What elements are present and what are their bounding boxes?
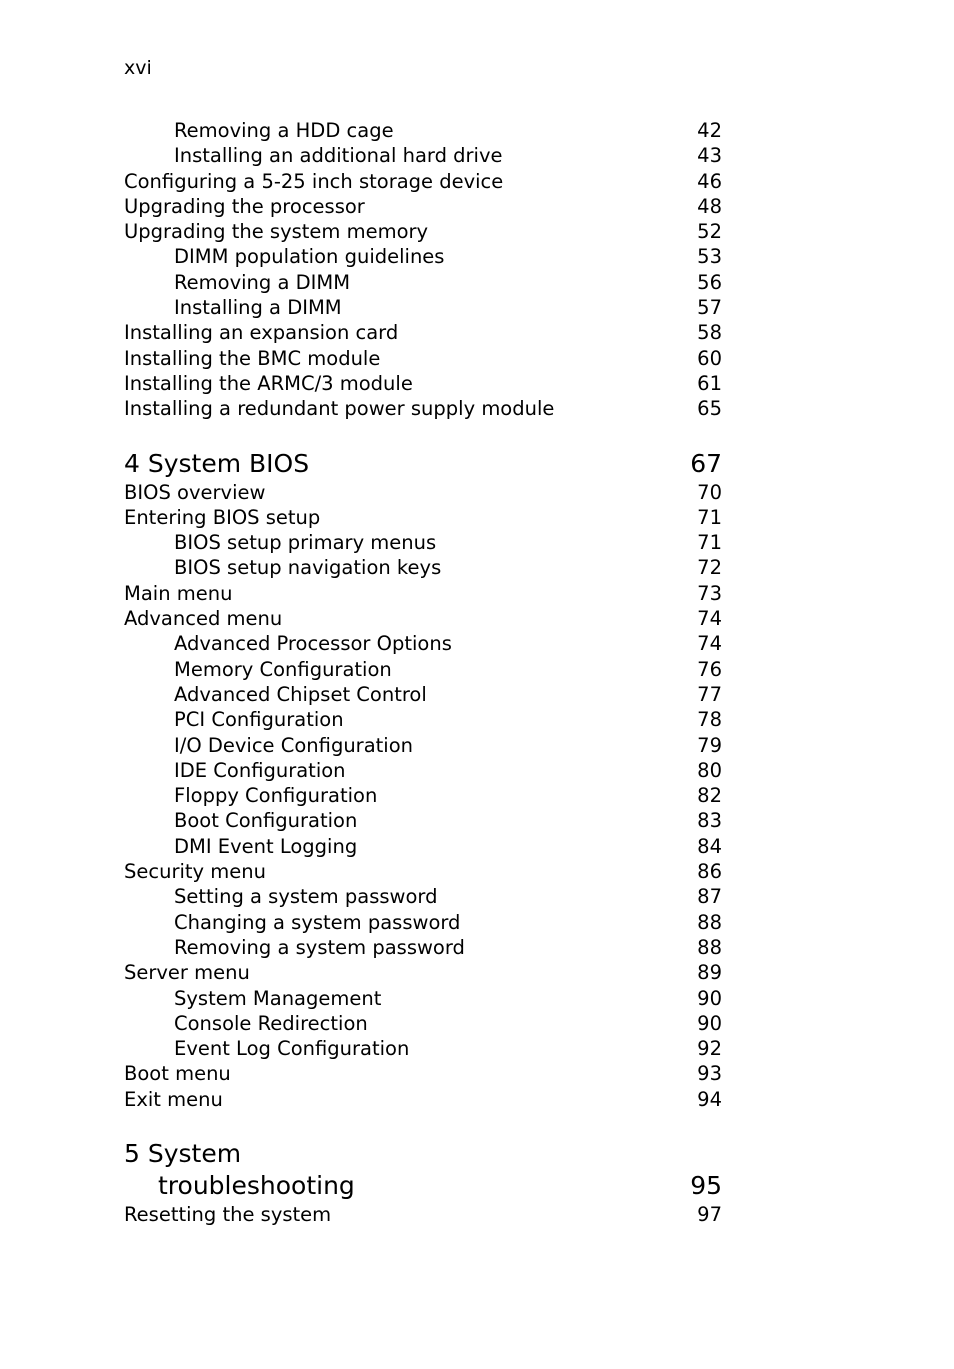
toc-entry-title: Boot menu xyxy=(124,1062,231,1086)
toc-entry-page-number: 58 xyxy=(697,321,722,345)
toc-entry-page-number: 84 xyxy=(697,834,722,858)
toc-entry-page-number: 79 xyxy=(697,733,722,757)
toc-entry[interactable] xyxy=(124,219,722,244)
toc-entry[interactable] xyxy=(124,707,722,732)
chapter-heading-5[interactable] xyxy=(124,1138,722,1202)
toc-entry[interactable] xyxy=(124,270,722,295)
toc-entry[interactable] xyxy=(124,859,722,884)
toc-entry-page-number: 87 xyxy=(697,885,722,909)
toc-entry[interactable] xyxy=(124,606,722,631)
toc-entry-page-number: 80 xyxy=(697,758,722,782)
toc-entry-title: Installing a redundant power supply module xyxy=(124,397,555,421)
toc-entry[interactable] xyxy=(124,986,722,1011)
toc-entry-title: Setting a system password xyxy=(174,885,438,909)
toc-entry-page-number: 88 xyxy=(697,935,722,959)
toc-entry[interactable] xyxy=(124,346,722,371)
chapter-page-number: 95 xyxy=(690,1170,722,1200)
toc-entry[interactable] xyxy=(124,396,722,421)
toc-entry-title: IDE Configuration xyxy=(174,758,346,782)
toc-entry-title: DIMM population guidelines xyxy=(174,245,445,269)
toc-entry-title: Configuring a 5-25 inch storage device xyxy=(124,169,504,193)
toc-entry-title: Security menu xyxy=(124,860,266,884)
toc-entry[interactable] xyxy=(124,244,722,269)
toc-entry-title: Resetting the system xyxy=(124,1202,332,1226)
toc-entry-page-number: 83 xyxy=(697,809,722,833)
toc-entry-page-number: 57 xyxy=(697,296,722,320)
toc-entry-title: System Management xyxy=(174,986,382,1010)
toc-entry-page-number: 73 xyxy=(697,581,722,605)
toc-entry-page-number: 74 xyxy=(697,607,722,631)
toc-chapter-4-entries xyxy=(124,480,722,1112)
toc-entry-page-number: 65 xyxy=(697,397,722,421)
toc-entry-title: Entering BIOS setup xyxy=(124,505,321,529)
toc-entry-title: Server menu xyxy=(124,961,250,985)
toc-entry-page-number: 92 xyxy=(697,1037,722,1061)
toc-entry-title: Memory Configuration xyxy=(174,657,392,681)
toc-section-continued xyxy=(124,118,722,422)
toc-entry[interactable] xyxy=(124,530,722,555)
toc-entry-page-number: 43 xyxy=(697,144,722,168)
toc-entry-page-number: 42 xyxy=(697,119,722,142)
toc-entry[interactable] xyxy=(124,1087,722,1112)
toc-entry-page-number: 94 xyxy=(697,1087,722,1111)
toc-entry-title: Installing a DIMM xyxy=(174,296,342,320)
toc-entry-page-number: 93 xyxy=(697,1062,722,1086)
toc-entry-page-number: 60 xyxy=(697,346,722,370)
toc-entry[interactable] xyxy=(124,783,722,808)
toc-entry-title: Event Log Configuration xyxy=(174,1037,410,1061)
toc-entry[interactable] xyxy=(124,371,722,396)
toc-entry[interactable] xyxy=(124,169,722,194)
toc-entry-title: Installing an additional hard drive xyxy=(174,144,503,168)
toc-entry-page-number: 71 xyxy=(697,505,722,529)
toc-entry-title: Upgrading the system memory xyxy=(124,220,429,244)
toc-entry-title: Advanced Processor Options xyxy=(174,632,452,656)
toc-entry-page-number: 52 xyxy=(697,220,722,244)
toc-entry-page-number: 70 xyxy=(697,480,722,504)
toc-entry[interactable] xyxy=(124,555,722,580)
toc-entry[interactable] xyxy=(124,143,722,168)
toc-entry[interactable] xyxy=(124,682,722,707)
chapter-page-number: 67 xyxy=(690,448,722,478)
toc-entry[interactable] xyxy=(124,884,722,909)
toc-entry-page-number: 71 xyxy=(697,531,722,555)
toc-entry[interactable] xyxy=(124,505,722,530)
toc-entry-title: PCI Configuration xyxy=(174,708,344,732)
toc-entry-page-number: 61 xyxy=(697,371,722,395)
toc-entry-page-number: 77 xyxy=(697,682,722,706)
toc-entry-title: Floppy Configuration xyxy=(174,784,378,808)
toc-entry[interactable] xyxy=(124,935,722,960)
toc-entry-page-number: 46 xyxy=(697,169,722,193)
toc-entry[interactable] xyxy=(124,657,722,682)
toc-entry-page-number: 90 xyxy=(697,986,722,1010)
toc-entry[interactable] xyxy=(124,320,722,345)
toc-entry-page-number: 90 xyxy=(697,1011,722,1035)
page-number: xvi xyxy=(124,57,152,79)
toc-entry-title: Upgrading the processor xyxy=(124,194,365,218)
toc-entry-title: Exit menu xyxy=(124,1087,223,1111)
toc-entry-page-number: 74 xyxy=(697,632,722,656)
toc-entry[interactable] xyxy=(124,758,722,783)
toc-entry-title: BIOS overview xyxy=(124,480,266,504)
toc-entry-page-number: 76 xyxy=(697,657,722,681)
toc-entry[interactable] xyxy=(124,118,722,143)
toc-entry-title: Installing the ARMC/3 module xyxy=(124,371,413,395)
toc-entry-page-number: 78 xyxy=(697,708,722,732)
toc-entry-page-number: 82 xyxy=(697,784,722,808)
toc-entry-page-number: 53 xyxy=(697,245,722,269)
toc-entry[interactable] xyxy=(124,295,722,320)
toc-entry-title: Installing an expansion card xyxy=(124,321,399,345)
toc-entry-title: Main menu xyxy=(124,581,233,605)
toc-entry-title: Installing the BMC module xyxy=(124,346,381,370)
toc-entry-page-number: 56 xyxy=(697,270,722,294)
toc-entry-title: Changing a system password xyxy=(174,910,461,934)
chapter-title-line-2: troubleshooting xyxy=(158,1170,355,1200)
toc-entry[interactable] xyxy=(124,194,722,219)
chapter-title: 4 System BIOS xyxy=(124,448,310,478)
toc-entry[interactable] xyxy=(124,1036,722,1061)
toc-entry-title: Removing a system password xyxy=(174,935,465,959)
toc-entry-title: BIOS setup primary menus xyxy=(174,531,437,555)
toc-entry-title: I/O Device Configuration xyxy=(174,733,413,757)
toc-entry-title: Advanced Chipset Control xyxy=(174,682,427,706)
toc-entry-title: Removing a DIMM xyxy=(174,270,351,294)
toc-entry[interactable] xyxy=(124,1011,722,1036)
toc-entry[interactable] xyxy=(124,1061,722,1086)
toc-entry-title: Console Redirection xyxy=(174,1011,368,1035)
toc-entry-title: DMI Event Logging xyxy=(174,834,358,858)
toc-entry[interactable] xyxy=(124,808,722,833)
toc-chapter-5-entries xyxy=(124,1202,722,1227)
toc-entry-title: Advanced menu xyxy=(124,607,283,631)
chapter-title-line-1: 5 System xyxy=(124,1138,242,1168)
toc-entry[interactable] xyxy=(124,733,722,758)
toc-entry[interactable] xyxy=(124,1202,722,1227)
toc-entry-page-number: 48 xyxy=(697,194,722,218)
toc-entry[interactable] xyxy=(124,480,722,505)
toc-entry-page-number: 86 xyxy=(697,860,722,884)
toc-entry[interactable] xyxy=(124,834,722,859)
toc-entry[interactable] xyxy=(124,631,722,656)
toc-entry-title: BIOS setup navigation keys xyxy=(174,556,442,580)
chapter-heading-4[interactable] xyxy=(124,448,722,480)
table-of-contents xyxy=(124,118,722,1227)
toc-entry-page-number: 89 xyxy=(697,961,722,985)
toc-entry-page-number: 97 xyxy=(697,1202,722,1226)
toc-entry[interactable] xyxy=(124,581,722,606)
toc-entry-page-number: 72 xyxy=(697,556,722,580)
toc-entry[interactable] xyxy=(124,910,722,935)
toc-entry-page-number: 88 xyxy=(697,910,722,934)
toc-entry-title: Removing a HDD cage xyxy=(174,119,394,142)
toc-entry[interactable] xyxy=(124,960,722,985)
toc-entry-title: Boot Configuration xyxy=(174,809,358,833)
